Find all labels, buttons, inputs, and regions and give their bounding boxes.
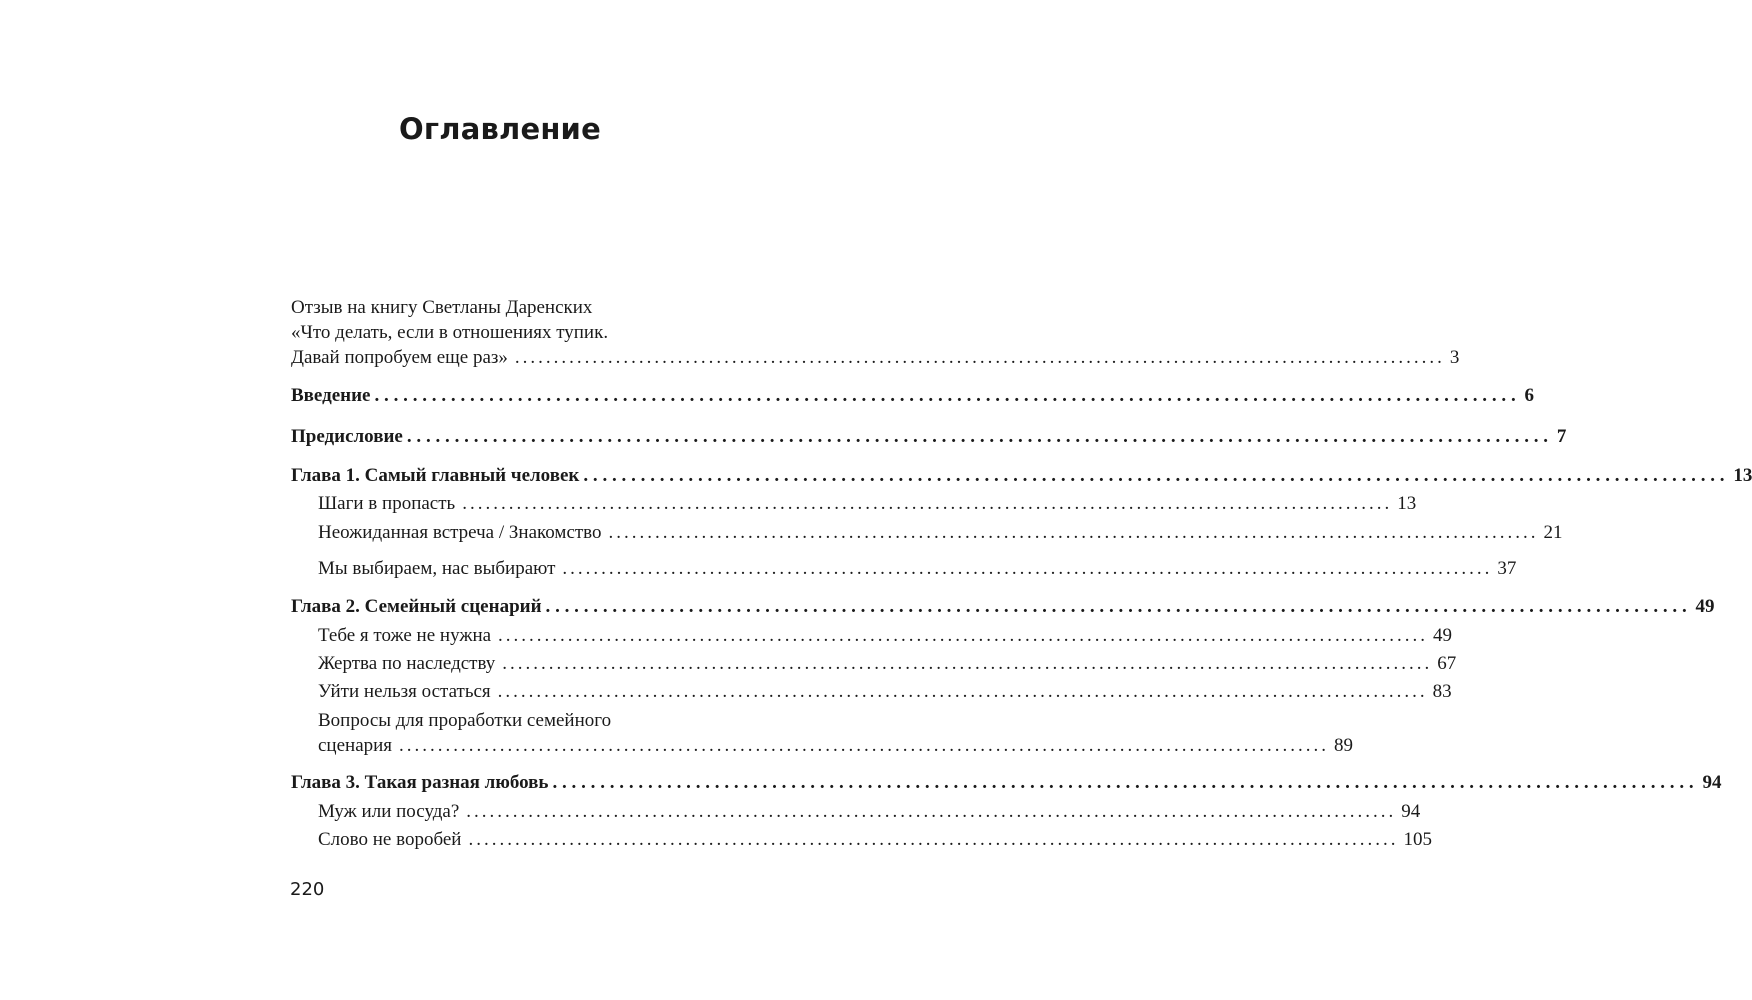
toc-entry-label: Шаги в пропасть xyxy=(318,493,456,514)
toc-entry-page: 67 xyxy=(1437,653,1457,674)
dot-leader: ........................................................................................................................ xyxy=(374,385,1521,406)
dot-leader: ........................................................................................................................ xyxy=(468,829,1399,850)
toc-entry-page: 7 xyxy=(1556,426,1567,447)
table-of-contents xyxy=(291,0,1752,1000)
toc-entry-page: 13 xyxy=(1397,493,1417,514)
toc-entry-page: 37 xyxy=(1497,558,1517,579)
toc-entry-page: 49 xyxy=(1433,625,1453,646)
page-title: Оглавление xyxy=(399,112,601,146)
dot-leader: ........................................................................................................................ xyxy=(583,465,1730,486)
toc-entry-label: Глава 1. Самый главный человек xyxy=(291,465,580,486)
toc-entry-label: Давай попробуем еще раз» xyxy=(291,347,508,368)
toc-entry-review xyxy=(291,295,1460,370)
toc-entry-section xyxy=(318,520,1563,545)
toc-entry-label: Глава 2. Семейный сценарий xyxy=(291,596,542,617)
toc-entry-page: 94 xyxy=(1401,801,1421,822)
toc-entry-page: 13 xyxy=(1733,465,1752,486)
toc-entry-label: Слово не воробей xyxy=(318,829,462,850)
toc-entry-section xyxy=(318,708,1354,758)
toc-entry-label: «Что делать, если в отношениях тупик. xyxy=(291,322,609,343)
toc-entry-section xyxy=(318,491,1417,516)
toc-entry-page: 49 xyxy=(1695,596,1715,617)
dot-leader: ........................................................................................................................ xyxy=(406,426,1553,447)
toc-entry-page: 89 xyxy=(1334,735,1354,756)
toc-entry-section xyxy=(318,827,1432,852)
toc-entry-label: Отзыв на книгу Светланы Даренских xyxy=(291,297,593,318)
toc-entry-label: Жертва по наследству xyxy=(318,653,496,674)
toc-entry-section xyxy=(318,651,1457,676)
toc-entry-page: 6 xyxy=(1524,385,1534,406)
dot-leader: ........................................................................................................................ xyxy=(545,596,1692,617)
toc-entry-label: Введение xyxy=(291,385,371,406)
toc-entry-section xyxy=(318,623,1453,648)
toc-entry-page: 3 xyxy=(1449,347,1460,368)
toc-entry-introduction xyxy=(291,383,1534,408)
dot-leader: ........................................................................................................................ xyxy=(562,558,1493,579)
toc-entry-chapter-3 xyxy=(291,770,1722,795)
toc-entry-section xyxy=(318,679,1452,704)
dot-leader: ........................................................................................................................ xyxy=(502,653,1433,674)
toc-entry-label: Вопросы для проработки семейного xyxy=(318,710,612,731)
dot-leader: ........................................................................................................................ xyxy=(608,522,1539,543)
toc-entry-label: Муж или посуда? xyxy=(318,801,460,822)
toc-entry-chapter-1 xyxy=(291,463,1752,488)
dot-leader: ........................................................................................................................ xyxy=(462,493,1393,514)
page-number: 220 xyxy=(290,879,325,900)
toc-entry-page: 83 xyxy=(1432,681,1452,702)
dot-leader: ........................................................................................................................ xyxy=(466,801,1397,822)
toc-entry-label: Глава 3. Такая разная любовь xyxy=(291,772,549,793)
toc-entry-page: 21 xyxy=(1543,522,1563,543)
toc-entry-section xyxy=(318,556,1517,581)
toc-entry-label: Тебе я тоже не нужна xyxy=(318,625,492,646)
toc-entry-label: Предисловие xyxy=(291,426,403,447)
toc-entry-label: сценария xyxy=(318,735,393,756)
dot-leader: ........................................................................................................................ xyxy=(498,625,1429,646)
toc-entry-label: Уйти нельзя остаться xyxy=(318,681,491,702)
toc-entry-page: 105 xyxy=(1403,829,1432,850)
toc-entry-page: 94 xyxy=(1702,772,1722,793)
dot-leader: ........................................................................................................................ xyxy=(552,772,1699,793)
toc-entry-section xyxy=(318,799,1421,824)
toc-entry-label: Неожиданная встреча / Знакомство xyxy=(318,522,602,543)
dot-leader: ........................................................................................................................ xyxy=(399,735,1330,756)
toc-entry-chapter-2 xyxy=(291,594,1715,619)
toc-entry-preface xyxy=(291,424,1567,449)
dot-leader: ........................................................................................................................ xyxy=(497,681,1428,702)
toc-entry-label: Мы выбираем, нас выбирают xyxy=(318,558,556,579)
dot-leader: ........................................................................................................................ xyxy=(514,347,1445,368)
